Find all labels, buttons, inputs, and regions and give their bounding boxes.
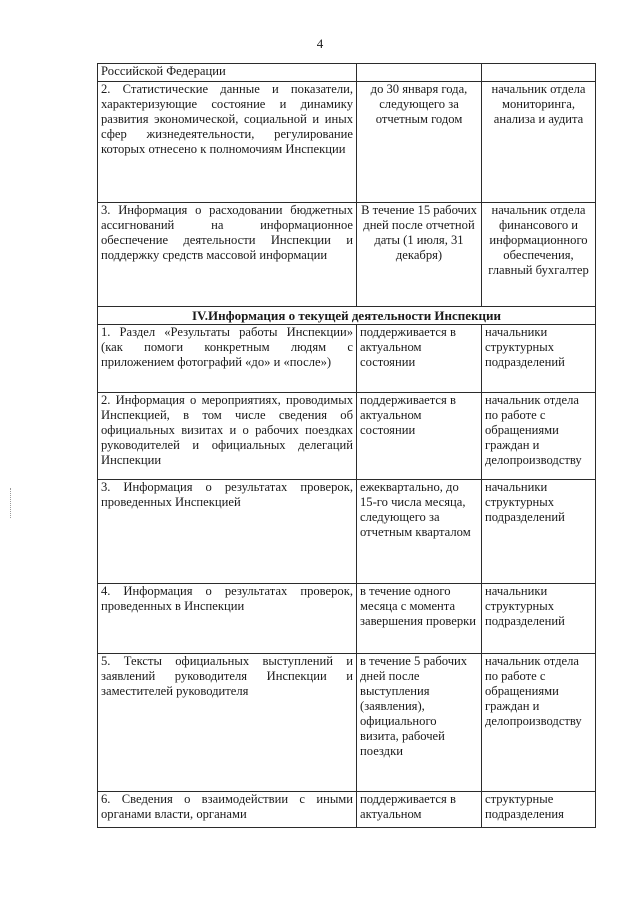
cell-item: 1. Раздел «Результаты работы Инспекции» (как помоги конкретным людям с приложением фотографий «до» и «после»)	[98, 325, 357, 393]
table-row	[98, 792, 596, 828]
section-title: IV.Информация о текущей деятельности Инспекции	[98, 307, 596, 325]
table-row	[98, 82, 596, 203]
table-row	[98, 203, 596, 307]
cell-responsible: начальники структурных подразделений	[482, 325, 596, 393]
cell-item: 6. Сведения о взаимодействии с иными органами власти, органами	[98, 792, 357, 828]
table-row	[98, 64, 596, 82]
cell-item: 4. Информация о результатах проверок, проведенных в Инспекции	[98, 584, 357, 654]
cell-responsible: начальник отдела мониторинга, анализа и аудита	[482, 82, 596, 203]
table-row	[98, 480, 596, 584]
table-row	[98, 584, 596, 654]
table-row	[98, 325, 596, 393]
cell-responsible: начальник отдела финансового и информационного обеспечения, главный бухгалтер	[482, 203, 596, 307]
cell-deadline: В течение 15 рабочих дней после отчетной даты (1 июля, 31 декабря)	[357, 203, 482, 307]
cell-item: 3. Информация о расходовании бюджетных ассигнований на информационное обеспечение деятельности Инспекции и поддержку средств массовой информации	[98, 203, 357, 307]
cell-responsible: начальник отдела по работе с обращениями граждан и делопроизводству	[482, 654, 596, 792]
scan-artifact	[10, 488, 12, 518]
cell-item: 5. Тексты официальных выступлений и заявлений руководителя Инспекции и заместителей руководителя	[98, 654, 357, 792]
cell-item: 3. Информация о результатах проверок, проведенных Инспекцией	[98, 480, 357, 584]
page-number: 4	[316, 36, 324, 51]
cell-item: Российской Федерации	[98, 64, 357, 82]
cell-deadline: ежеквартально, до 15-го числа месяца, следующего за отчетным кварталом	[357, 480, 482, 584]
cell-deadline: до 30 января года, следующего за отчетным годом	[357, 82, 482, 203]
cell-responsible	[482, 64, 596, 82]
cell-responsible: начальники структурных подразделений	[482, 584, 596, 654]
table-row	[98, 654, 596, 792]
cell-deadline: поддерживается в актуальном состоянии	[357, 393, 482, 480]
cell-deadline: поддерживается в актуальном	[357, 792, 482, 828]
cell-deadline: в течение 5 рабочих дней после выступления (заявления), официального визита, рабочей поездки	[357, 654, 482, 792]
cell-responsible: начальники структурных подразделений	[482, 480, 596, 584]
cell-deadline: в течение одного месяца с момента завершения проверки	[357, 584, 482, 654]
cell-responsible: структурные подразделения	[482, 792, 596, 828]
section-header-row	[98, 307, 596, 325]
cell-item: 2. Статистические данные и показатели, характеризующие состояние и динамику развития экономической, социальной и иных сфер жизнедеятельности, регулирование которых отнесено к полномочиям Инспекции	[98, 82, 357, 203]
cell-item: 2. Информация о мероприятиях, проводимых Инспекцией, в том числе сведения об официальных визитах и о рабочих поездках руководителей и официальных делегаций Инспекции	[98, 393, 357, 480]
cell-deadline	[357, 64, 482, 82]
cell-responsible: начальник отдела по работе с обращениями граждан и делопроизводству	[482, 393, 596, 480]
table-row	[98, 393, 596, 480]
cell-deadline: поддерживается в актуальном состоянии	[357, 325, 482, 393]
information-table	[97, 63, 596, 828]
